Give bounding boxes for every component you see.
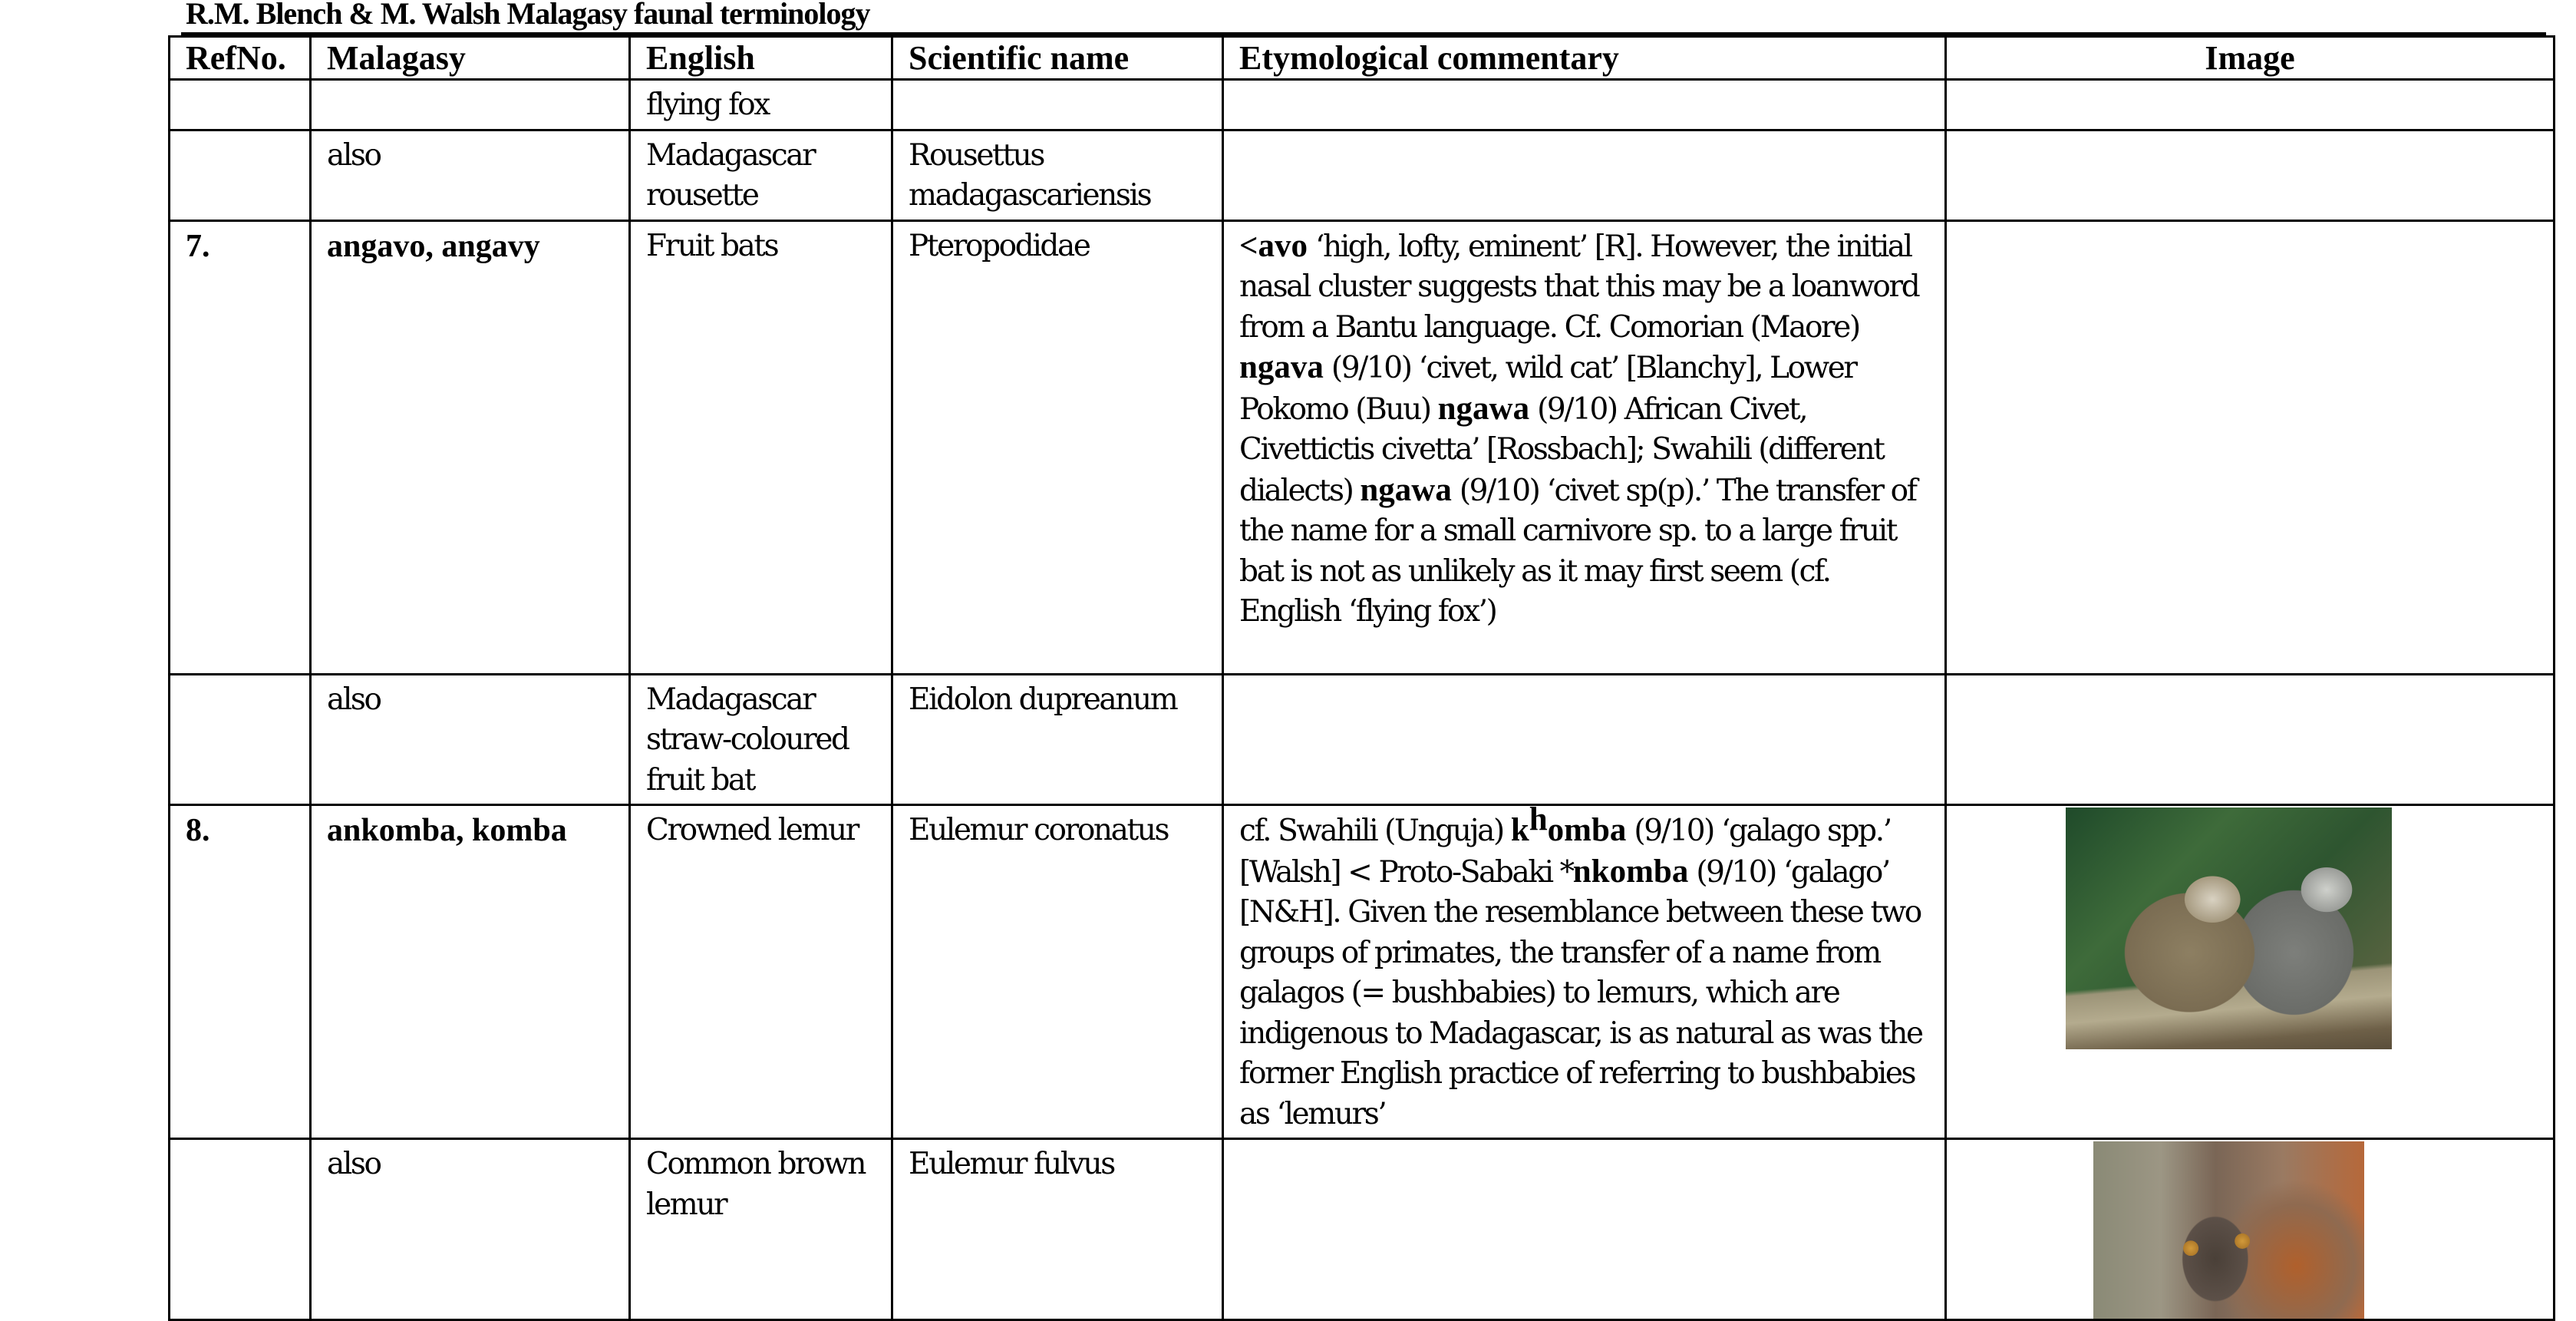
table-header-row (170, 37, 2555, 80)
cell-english: Madagascar straw-coloured fruit bat (630, 674, 892, 805)
header-malagasy: Malagasy (311, 37, 630, 80)
cell-etymology (1223, 805, 1946, 1139)
cell-malagasy: also (311, 1139, 630, 1320)
cell-refno (170, 80, 311, 130)
cell-image (1946, 80, 2555, 130)
cell-malagasy (311, 80, 630, 130)
header-image: Image (1946, 37, 2555, 80)
cell-etymology (1223, 130, 1946, 220)
table-row (170, 220, 2555, 674)
cell-refno: 7. (170, 220, 311, 674)
cell-etymology (1223, 80, 1946, 130)
etym-term: ngava (1239, 349, 1324, 385)
cell-malagasy: also (311, 674, 630, 805)
table-row (170, 1139, 2555, 1320)
crowned-lemur-photo (2066, 807, 2392, 1049)
etym-lt: < (1239, 227, 1258, 264)
etym-text: (9/10) ‘civet sp(p).’ The transfer of the name for a small carnivore sp. to a large fruit bat is not as unlikely as it may first seem (cf. English ‘flying fox’) (1239, 473, 1916, 629)
table-row (170, 80, 2555, 130)
table-row (170, 805, 2555, 1139)
etym-text: (9/10) ‘galago’ [N&H]. Given the resemblance between these two groups of primates, the transfer of a name from galagos (= bushbabies) to lemurs, which are indigenous to Madagascar, is as natural as was the former English practice of referring to bushbabies as ‘lemurs’ (1239, 854, 1922, 1131)
etym-term: ngawa (1360, 471, 1452, 508)
cell-image (1946, 674, 2555, 805)
common-brown-lemur-photo (2093, 1141, 2364, 1319)
cell-refno: 8. (170, 805, 311, 1139)
cell-etymology (1223, 220, 1946, 674)
cell-malagasy: ankomba, komba (311, 805, 630, 1139)
cell-refno (170, 130, 311, 220)
etym-term: avo (1258, 227, 1308, 264)
etym-text: cf. Swahili (Unguja) (1239, 814, 1511, 848)
cell-malagasy: angavo, angavy (311, 220, 630, 674)
cell-scientific: Eulemur fulvus (892, 1139, 1223, 1320)
cell-english: Common brown lemur (630, 1139, 892, 1320)
header-refno: RefNo. (170, 37, 311, 80)
cell-refno (170, 674, 311, 805)
header-english: English (630, 37, 892, 80)
cell-image (1946, 130, 2555, 220)
etym-term: k (1510, 812, 1529, 848)
document-title: R.M. Blench & M. Walsh Malagasy faunal terminology (186, 0, 870, 31)
cell-scientific (892, 80, 1223, 130)
cell-image (1946, 1139, 2555, 1320)
cell-scientific: Rousettus madagascariensis (892, 130, 1223, 220)
etym-text: (9/10) ‘galago spp.’ [Walsh] < Proto-Sabaki * (1239, 814, 1891, 890)
table-row (170, 674, 2555, 805)
cell-refno (170, 1139, 311, 1320)
etym-term: omba (1547, 812, 1627, 848)
faunal-terminology-table (168, 35, 2555, 1321)
etym-text: ‘high, lofty, eminent’ [R]. However, the initial nasal cluster suggests that this may be a loanword from a Bantu language. Cf. Comorian (Maore) (1239, 229, 1919, 345)
cell-english: Crowned lemur (630, 805, 892, 1139)
etym-text: (9/10) African Civet, Civettictis civetta’ [Rossbach]; Swahili (different dialects) (1239, 391, 1884, 508)
etym-term: nkomba (1572, 853, 1689, 890)
cell-etymology (1223, 1139, 1946, 1320)
cell-etymology (1223, 674, 1946, 805)
cell-image (1946, 805, 2555, 1139)
table-row (170, 130, 2555, 220)
cell-scientific: Eidolon dupreanum (892, 674, 1223, 805)
etym-text: (9/10) ‘civet, wild cat’ [Blanchy], Lower Pokomo (Buu) (1239, 351, 1856, 427)
cell-scientific: Pteropodidae (892, 220, 1223, 674)
cell-english: Fruit bats (630, 220, 892, 674)
cell-english: flying fox (630, 80, 892, 130)
cell-malagasy: also (311, 130, 630, 220)
header-etymological-commentary: Etymological commentary (1223, 37, 1946, 80)
header-scientific-name: Scientific name (892, 37, 1223, 80)
cell-scientific: Eulemur coronatus (892, 805, 1223, 1139)
cell-image (1946, 220, 2555, 674)
cell-english: Madagascar rousette (630, 130, 892, 220)
etym-superscript: h (1529, 804, 1548, 837)
etym-term: ngawa (1437, 390, 1530, 427)
